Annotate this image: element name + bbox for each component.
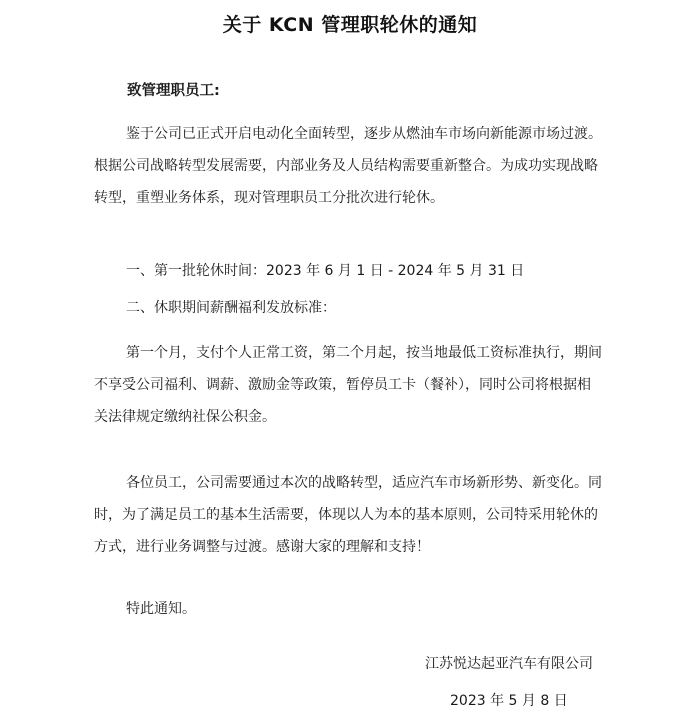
notice-statement: 特此通知。 (126, 601, 196, 617)
intro-line: 根据公司战略转型发展需要，内部业务及人员结构需要重新整合。为成功实现战略 (94, 158, 598, 174)
intro-paragraph (94, 118, 614, 214)
notice-title: 关于 KCN 管理职轮休的通知 (222, 14, 478, 36)
benefits-line: 不享受公司福利、调薪、激励金等政策，暂停员工卡（餐补），同时公司将根据相 (94, 377, 591, 393)
closing-line: 各位员工，公司需要通过本次的战略转型，适应汽车市场新形势、新变化。同 (126, 475, 602, 491)
company-signature: 江苏悦达起亚汽车有限公司 (425, 656, 593, 672)
closing-paragraph (94, 467, 614, 563)
item-rotation-period: 一、第一批轮休时间：2023 年 6 月 1 日 - 2024 年 5 月 31 日 (126, 263, 525, 279)
closing-line: 时，为了满足员工的基本生活需要，体现以人为本的基本原则，公司特采用轮休的 (94, 507, 598, 523)
issue-date: 2023 年 5 月 8 日 (450, 693, 568, 709)
benefits-line: 关法律规定缴纳社保公积金。 (94, 409, 276, 425)
benefits-paragraph (94, 337, 614, 433)
item-benefits-standard: 二、休职期间薪酬福利发放标准： (126, 300, 336, 316)
closing-line: 方式，进行业务调整与过渡。感谢大家的理解和支持！ (94, 539, 430, 555)
intro-line: 转型，重塑业务体系，现对管理职员工分批次进行轮休。 (94, 190, 444, 206)
intro-line: 鉴于公司已正式开启电动化全面转型，逐步从燃油车市场向新能源市场过渡。 (126, 126, 602, 142)
salutation: 致管理职员工: (127, 83, 220, 99)
benefits-line: 第一个月，支付个人正常工资，第二个月起，按当地最低工资标准执行，期间 (126, 345, 602, 361)
